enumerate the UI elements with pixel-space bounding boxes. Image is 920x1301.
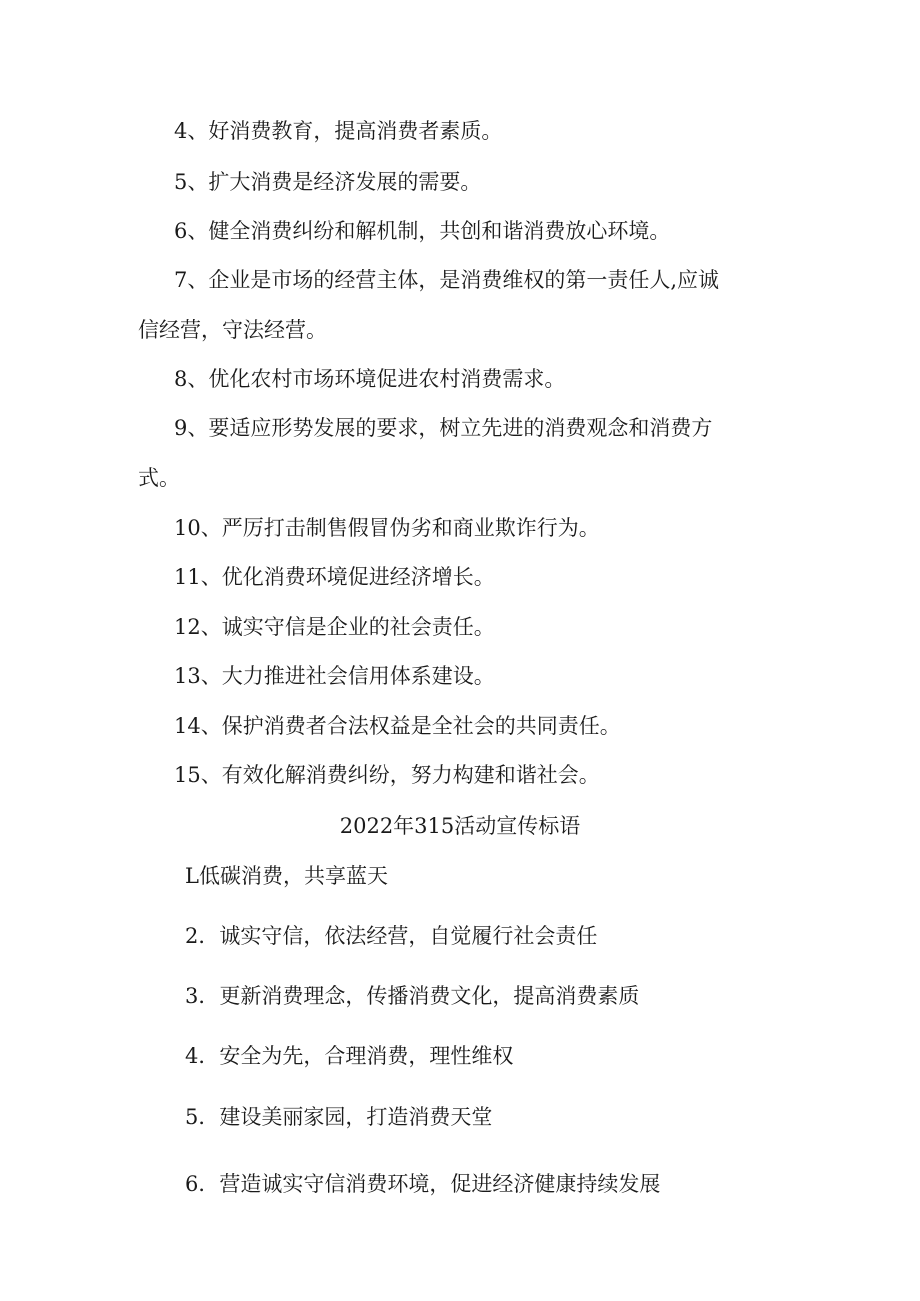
- slogan-item: 5．建设美丽家园，打造消费天堂: [185, 1105, 493, 1129]
- slogan-item: L低碳消费，共享蓝天: [185, 864, 388, 888]
- list-item: 14、保护消费者合法权益是全社会的共同责任。: [174, 714, 621, 738]
- list-item-continuation: 信经营，守法经营。: [138, 318, 327, 342]
- list-item: 6、健全消费纠纷和解机制，共创和谐消费放心环境。: [174, 219, 671, 243]
- list-item: 7、企业是市场的经营主体，是消费维权的第一责任人,应诚: [174, 268, 720, 292]
- slogan-item: 6．营造诚实守信消费环境，促进经济健康持续发展: [185, 1172, 661, 1196]
- list-item: 9、要适应形势发展的要求，树立先进的消费观念和消费方: [174, 416, 713, 440]
- list-item: 8、优化农村市场环境促进农村消费需求。: [174, 367, 566, 391]
- list-item: 11、优化消费环境促进经济增长。: [174, 565, 495, 589]
- list-item-continuation: 式。: [138, 466, 180, 490]
- section-title: 2022年315活动宣传标语: [339, 814, 581, 838]
- list-item: 5、扩大消费是经济发展的需要。: [174, 170, 482, 194]
- list-item: 12、诚实守信是企业的社会责任。: [174, 615, 495, 639]
- list-item: 13、大力推进社会信用体系建设。: [174, 664, 495, 688]
- slogan-item: 4．安全为先，合理消费，理性维权: [185, 1044, 514, 1068]
- list-item: 4、好消费教育，提高消费者素质。: [174, 119, 503, 143]
- list-item: 10、严厉打击制售假冒伪劣和商业欺诈行为。: [174, 516, 600, 540]
- slogan-item: 2．诚实守信，依法经营，自觉履行社会责任: [185, 924, 598, 948]
- slogan-item: 3．更新消费理念，传播消费文化，提高消费素质: [185, 984, 640, 1008]
- list-item: 15、有效化解消费纠纷，努力构建和谐社会。: [174, 763, 600, 787]
